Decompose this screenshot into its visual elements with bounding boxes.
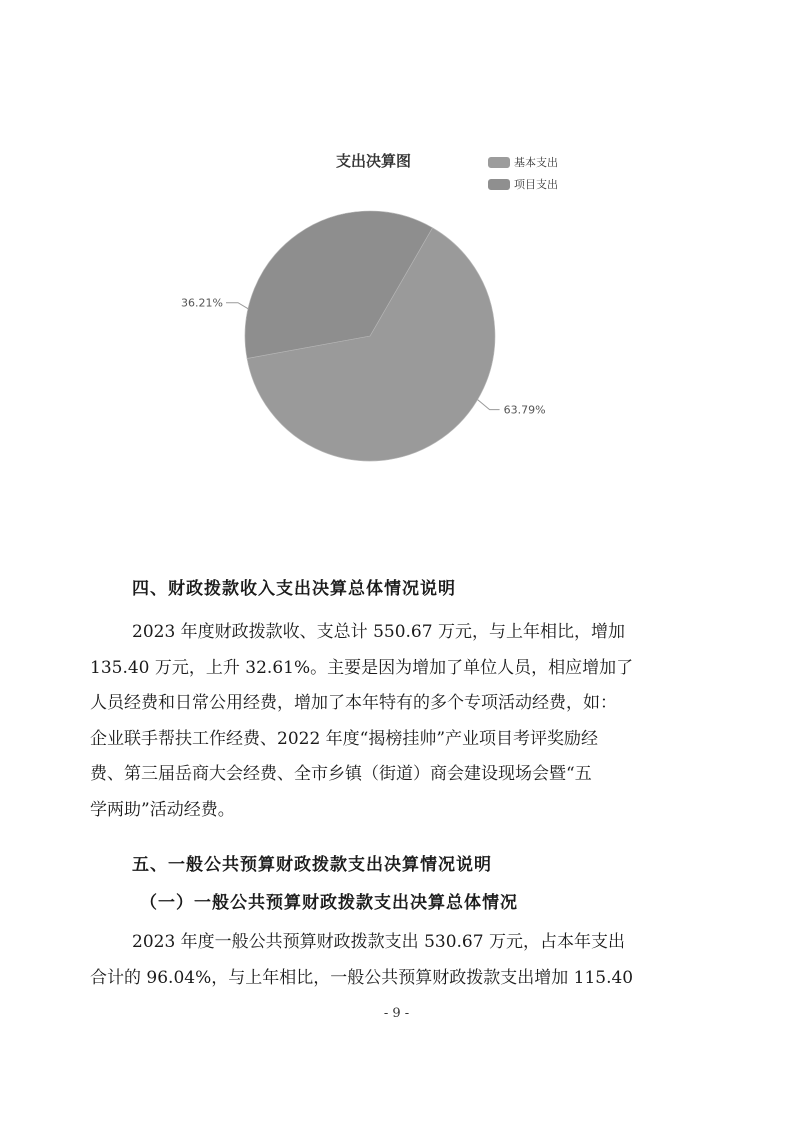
section5-heading: 五、一般公共预算财政拨款支出决算情况说明: [132, 855, 492, 875]
slice-label-basic: 63.79%: [503, 403, 546, 417]
section4-line: 费、第三届岳商大会经费、全市乡镇（街道）商会建设现场会暨“五: [90, 764, 592, 785]
leader-line-project: [226, 303, 248, 309]
section4-line: 135.40 万元，上升 32.61%。主要是因为增加了单位人员，相应增加了: [90, 657, 634, 678]
leader-line-basic: [478, 400, 500, 410]
section4-line: 2023 年度财政拨款收、支总计 550.67 万元，与上年相比，增加: [132, 622, 625, 642]
section5-line: 合计的 96.04%，与上年相比，一般公共预算财政拨款支出增加 115.40: [90, 967, 634, 988]
section5-subheading: （一）一般公共预算财政拨款支出决算总体情况: [140, 893, 518, 913]
section4-heading: 四、财政拨款收入支出决算总体情况说明: [132, 579, 456, 599]
slice-label-project: 36.21%: [181, 296, 224, 310]
expenditure-pie-chart: [0, 0, 793, 560]
section4-paragraph: [90, 615, 677, 829]
pie-svg: [0, 0, 793, 560]
section5-paragraph: [90, 925, 677, 996]
page-number: - 9 -: [383, 1006, 410, 1021]
legend-label-basic: 基本支出: [514, 156, 558, 169]
section4-line: 企业联手帮扶工作经费、2022 年度“揭榜挂帅”产业项目考评奖励经: [90, 728, 599, 749]
legend-label-project: 项目支出: [514, 178, 558, 191]
section4-line: 学两助”活动经费。: [90, 799, 235, 820]
chart-title: 支出决算图: [336, 152, 412, 170]
section5-line: 2023 年度一般公共预算财政拨款支出 530.67 万元，占本年支出: [132, 932, 625, 952]
section4-line: 人员经费和日常公用经费，增加了本年特有的多个专项活动经费，如：: [90, 693, 617, 714]
